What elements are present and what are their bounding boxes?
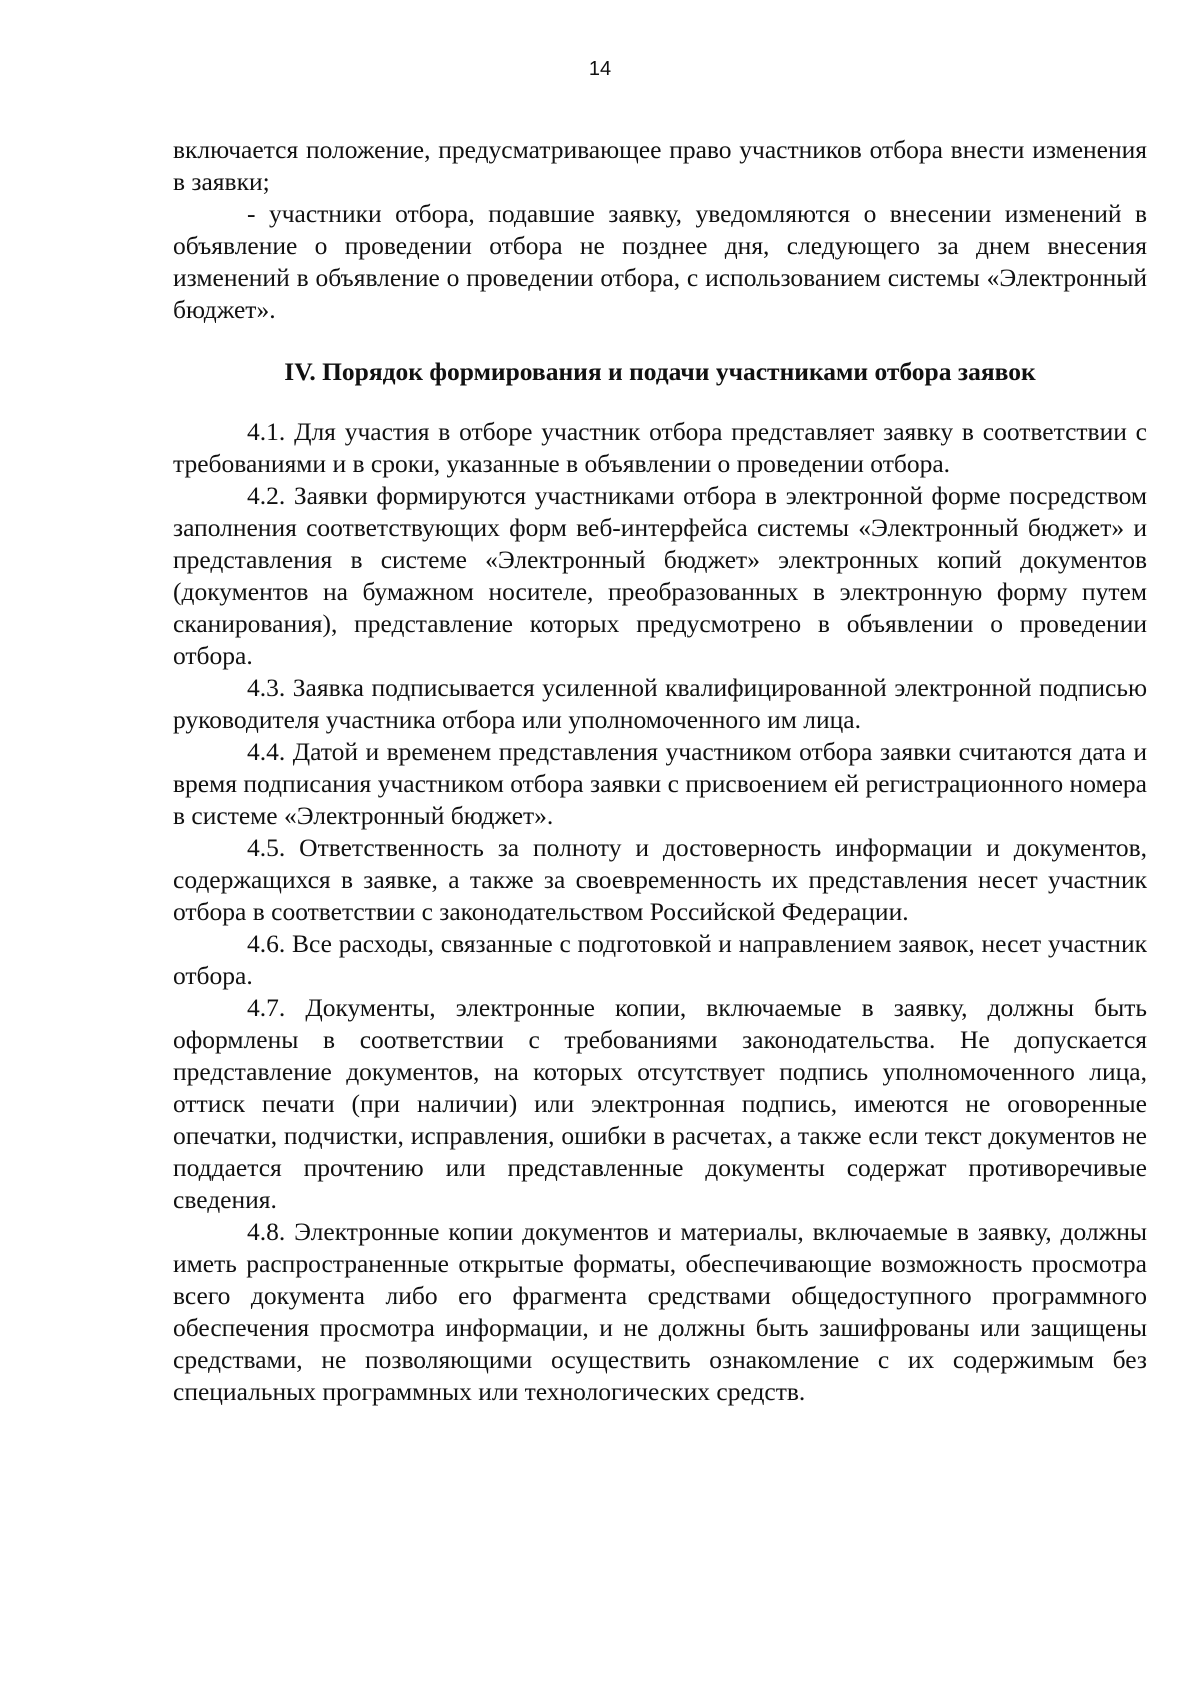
section-heading: IV. Порядок формирования и подачи участниками отбора заявок — [284, 357, 1036, 386]
page-body — [173, 134, 1147, 1408]
paragraph-4-4: 4.4. Датой и временем представления участником отбора заявки считаются дата и время подписания участником отбора заявки с присвоением ей регистрационного номера в системе «Электронный бюджет». — [173, 737, 1147, 830]
paragraph-4-3: 4.3. Заявка подписывается усиленной квалифицированной электронной подписью руководителя участника отбора или уполномоченного им лица. — [173, 673, 1147, 734]
paragraph-4-2: 4.2. Заявки формируются участниками отбора в электронной форме посредством заполнения соответствующих форм веб-интерфейса системы «Электронный бюджет» и представления в системе «Электронный бюджет» электронных копий документов (документов на бумажном носителе, преобразованных в электронную форму путем сканирования), представление которых предусмотрено в объявлении о проведении отбора. — [173, 481, 1147, 670]
page-number: 14 — [588, 58, 612, 80]
paragraph-4-1: 4.1. Для участия в отборе участник отбора представляет заявку в соответствии с требованиями и в сроки, указанные в объявлении о проведении отбора. — [173, 417, 1147, 478]
paragraph-4-5: 4.5. Ответственность за полноту и достоверность информации и документов, содержащихся в заявке, а также за своевременность их представления несет участник отбора в соответствии с законодательством Российской Федерации. — [173, 833, 1147, 926]
paragraph-4-6: 4.6. Все расходы, связанные с подготовкой и направлением заявок, несет участник отбора. — [173, 929, 1147, 990]
paragraph-4-7: 4.7. Документы, электронные копии, включаемые в заявку, должны быть оформлены в соответствии с требованиями законодательства. Не допускается представление документов, на которых отсутствует подпись уполномоченного лица, оттиск печати (при наличии) или электронная подпись, имеются не оговоренные опечатки, подчистки, исправления, ошибки в расчетах, а также если текст документов не поддается прочтению или представленные документы содержат противоречивые сведения. — [173, 993, 1147, 1214]
paragraph-notification: - участники отбора, подавшие заявку, уведомляются о внесении изменений в объявление о проведении отбора не позднее дня, следующего за днем внесения изменений в объявление о проведении отбора, с использованием системы «Электронный бюджет». — [173, 199, 1147, 324]
paragraph-intro-continuation: включается положение, предусматривающее право участников отбора внести изменения в заявки; — [173, 135, 1147, 196]
paragraph-4-8: 4.8. Электронные копии документов и материалы, включаемые в заявку, должны иметь распространенные открытые форматы, обеспечивающие возможность просмотра всего документа либо его фрагмента средствами общедоступного программного обеспечения просмотра информации, и не должны быть зашифрованы или защищены средствами, не позволяющими осуществить ознакомление с их содержимым без специальных программных или технологических средств. — [173, 1217, 1147, 1406]
